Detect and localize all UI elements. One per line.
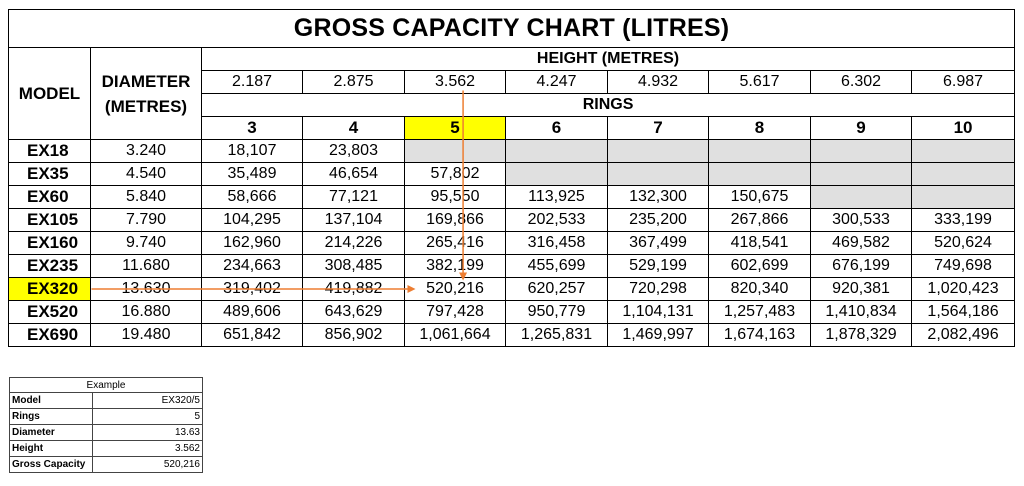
example-label: Rings <box>10 409 93 425</box>
capacity-cell: 1,564,186 <box>912 301 1015 324</box>
capacity-cell: 643,629 <box>303 301 405 324</box>
height-value: 6.302 <box>811 71 912 94</box>
table-row <box>9 186 1015 209</box>
capacity-cell: 1,020,423 <box>912 278 1015 301</box>
example-value: 3.562 <box>93 441 203 457</box>
capacity-cell: 316,458 <box>506 232 608 255</box>
capacity-cell: 267,866 <box>709 209 811 232</box>
empty-cell <box>506 163 608 186</box>
table-row <box>9 255 1015 278</box>
capacity-cell: 319,402 <box>202 278 303 301</box>
capacity-cell: 132,300 <box>608 186 709 209</box>
model-cell: EX520 <box>9 301 91 324</box>
ring-number: 3 <box>202 117 303 140</box>
capacity-cell: 35,489 <box>202 163 303 186</box>
table-row <box>9 209 1015 232</box>
empty-cell <box>811 140 912 163</box>
empty-cell <box>811 163 912 186</box>
diameter-cell: 11.680 <box>91 255 202 278</box>
model-column-header: MODEL <box>9 48 91 140</box>
capacity-cell: 1,061,664 <box>405 324 506 347</box>
empty-cell <box>608 163 709 186</box>
capacity-cell: 1,469,997 <box>608 324 709 347</box>
ring-number: 8 <box>709 117 811 140</box>
capacity-cell: 77,121 <box>303 186 405 209</box>
capacity-cell: 1,878,329 <box>811 324 912 347</box>
capacity-cell: 720,298 <box>608 278 709 301</box>
capacity-cell: 455,699 <box>506 255 608 278</box>
height-value: 6.987 <box>912 71 1015 94</box>
capacity-cell: 676,199 <box>811 255 912 278</box>
ring-number: 7 <box>608 117 709 140</box>
example-label: Model <box>10 393 93 409</box>
capacity-cell: 333,199 <box>912 209 1015 232</box>
capacity-cell: 58,666 <box>202 186 303 209</box>
diameter-cell: 7.790 <box>91 209 202 232</box>
capacity-cell: 104,295 <box>202 209 303 232</box>
capacity-cell: 419,882 <box>303 278 405 301</box>
capacity-cell: 1,104,131 <box>608 301 709 324</box>
example-value: 520,216 <box>93 457 203 473</box>
empty-cell <box>506 140 608 163</box>
capacity-cell: 46,654 <box>303 163 405 186</box>
capacity-cell: 520,216 <box>405 278 506 301</box>
capacity-cell: 18,107 <box>202 140 303 163</box>
model-cell: EX105 <box>9 209 91 232</box>
model-cell: EX18 <box>9 140 91 163</box>
example-row <box>10 409 203 425</box>
table-row <box>9 232 1015 255</box>
capacity-cell: 620,257 <box>506 278 608 301</box>
capacity-cell: 169,866 <box>405 209 506 232</box>
example-label: Diameter <box>10 425 93 441</box>
capacity-cell: 469,582 <box>811 232 912 255</box>
height-value: 2.187 <box>202 71 303 94</box>
ring-number: 6 <box>506 117 608 140</box>
empty-cell <box>709 140 811 163</box>
diameter-cell: 3.240 <box>91 140 202 163</box>
capacity-cell: 1,265,831 <box>506 324 608 347</box>
example-row <box>10 393 203 409</box>
capacity-cell: 137,104 <box>303 209 405 232</box>
capacity-cell: 950,779 <box>506 301 608 324</box>
capacity-cell: 602,699 <box>709 255 811 278</box>
capacity-cell: 1,410,834 <box>811 301 912 324</box>
capacity-cell: 382,199 <box>405 255 506 278</box>
example-row <box>10 457 203 473</box>
ring-number: 10 <box>912 117 1015 140</box>
model-cell: EX320 <box>9 278 91 301</box>
height-value: 4.932 <box>608 71 709 94</box>
empty-cell <box>405 140 506 163</box>
example-value: EX320/5 <box>93 393 203 409</box>
capacity-cell: 113,925 <box>506 186 608 209</box>
ring-number: 5 <box>405 117 506 140</box>
capacity-cell: 797,428 <box>405 301 506 324</box>
capacity-cell: 749,698 <box>912 255 1015 278</box>
capacity-cell: 418,541 <box>709 232 811 255</box>
diameter-cell: 5.840 <box>91 186 202 209</box>
height-value: 5.617 <box>709 71 811 94</box>
example-row <box>10 441 203 457</box>
table-row <box>9 278 1015 301</box>
empty-cell <box>811 186 912 209</box>
capacity-cell: 150,675 <box>709 186 811 209</box>
chart-title: GROSS CAPACITY CHART (LITRES) <box>9 10 1015 48</box>
example-table <box>9 377 203 473</box>
capacity-cell: 651,842 <box>202 324 303 347</box>
capacity-cell: 856,902 <box>303 324 405 347</box>
diameter-cell: 19.480 <box>91 324 202 347</box>
capacity-cell: 920,381 <box>811 278 912 301</box>
capacity-cell: 520,624 <box>912 232 1015 255</box>
diameter-cell: 9.740 <box>91 232 202 255</box>
capacity-cell: 2,082,496 <box>912 324 1015 347</box>
example-label: Gross Capacity <box>10 457 93 473</box>
capacity-cell: 489,606 <box>202 301 303 324</box>
rings-group-header: RINGS <box>202 94 1015 117</box>
capacity-cell: 57,802 <box>405 163 506 186</box>
height-value: 4.247 <box>506 71 608 94</box>
model-cell: EX35 <box>9 163 91 186</box>
model-cell: EX690 <box>9 324 91 347</box>
capacity-cell: 95,550 <box>405 186 506 209</box>
empty-cell <box>912 186 1015 209</box>
table-row <box>9 140 1015 163</box>
empty-cell <box>608 140 709 163</box>
capacity-cell: 214,226 <box>303 232 405 255</box>
capacity-cell: 820,340 <box>709 278 811 301</box>
capacity-cell: 529,199 <box>608 255 709 278</box>
capacity-cell: 162,960 <box>202 232 303 255</box>
example-row <box>10 425 203 441</box>
empty-cell <box>709 163 811 186</box>
capacity-cell: 1,674,163 <box>709 324 811 347</box>
capacity-cell: 202,533 <box>506 209 608 232</box>
empty-cell <box>912 163 1015 186</box>
table-row <box>9 301 1015 324</box>
capacity-cell: 1,257,483 <box>709 301 811 324</box>
ring-number: 9 <box>811 117 912 140</box>
height-group-header: HEIGHT (METRES) <box>202 48 1015 71</box>
empty-cell <box>912 140 1015 163</box>
chart-body <box>9 140 1015 347</box>
height-value: 3.562 <box>405 71 506 94</box>
diameter-cell: 13.630 <box>91 278 202 301</box>
diameter-header-line1: DIAMETER <box>101 71 191 91</box>
capacity-cell: 308,485 <box>303 255 405 278</box>
example-value: 5 <box>93 409 203 425</box>
height-value: 2.875 <box>303 71 405 94</box>
model-cell: EX60 <box>9 186 91 209</box>
model-cell: EX235 <box>9 255 91 278</box>
example-label: Height <box>10 441 93 457</box>
table-row <box>9 324 1015 347</box>
capacity-cell: 234,663 <box>202 255 303 278</box>
model-cell: EX160 <box>9 232 91 255</box>
diameter-cell: 16.880 <box>91 301 202 324</box>
diameter-header-line2: (METRES) <box>104 96 188 116</box>
capacity-cell: 235,200 <box>608 209 709 232</box>
diameter-column-header <box>91 48 202 140</box>
capacity-cell: 367,499 <box>608 232 709 255</box>
table-row <box>9 163 1015 186</box>
diameter-cell: 4.540 <box>91 163 202 186</box>
example-title: Example <box>10 378 203 393</box>
capacity-cell: 265,416 <box>405 232 506 255</box>
ring-number: 4 <box>303 117 405 140</box>
capacity-cell: 23,803 <box>303 140 405 163</box>
example-value: 13.63 <box>93 425 203 441</box>
capacity-chart-table <box>8 9 1015 347</box>
capacity-cell: 300,533 <box>811 209 912 232</box>
